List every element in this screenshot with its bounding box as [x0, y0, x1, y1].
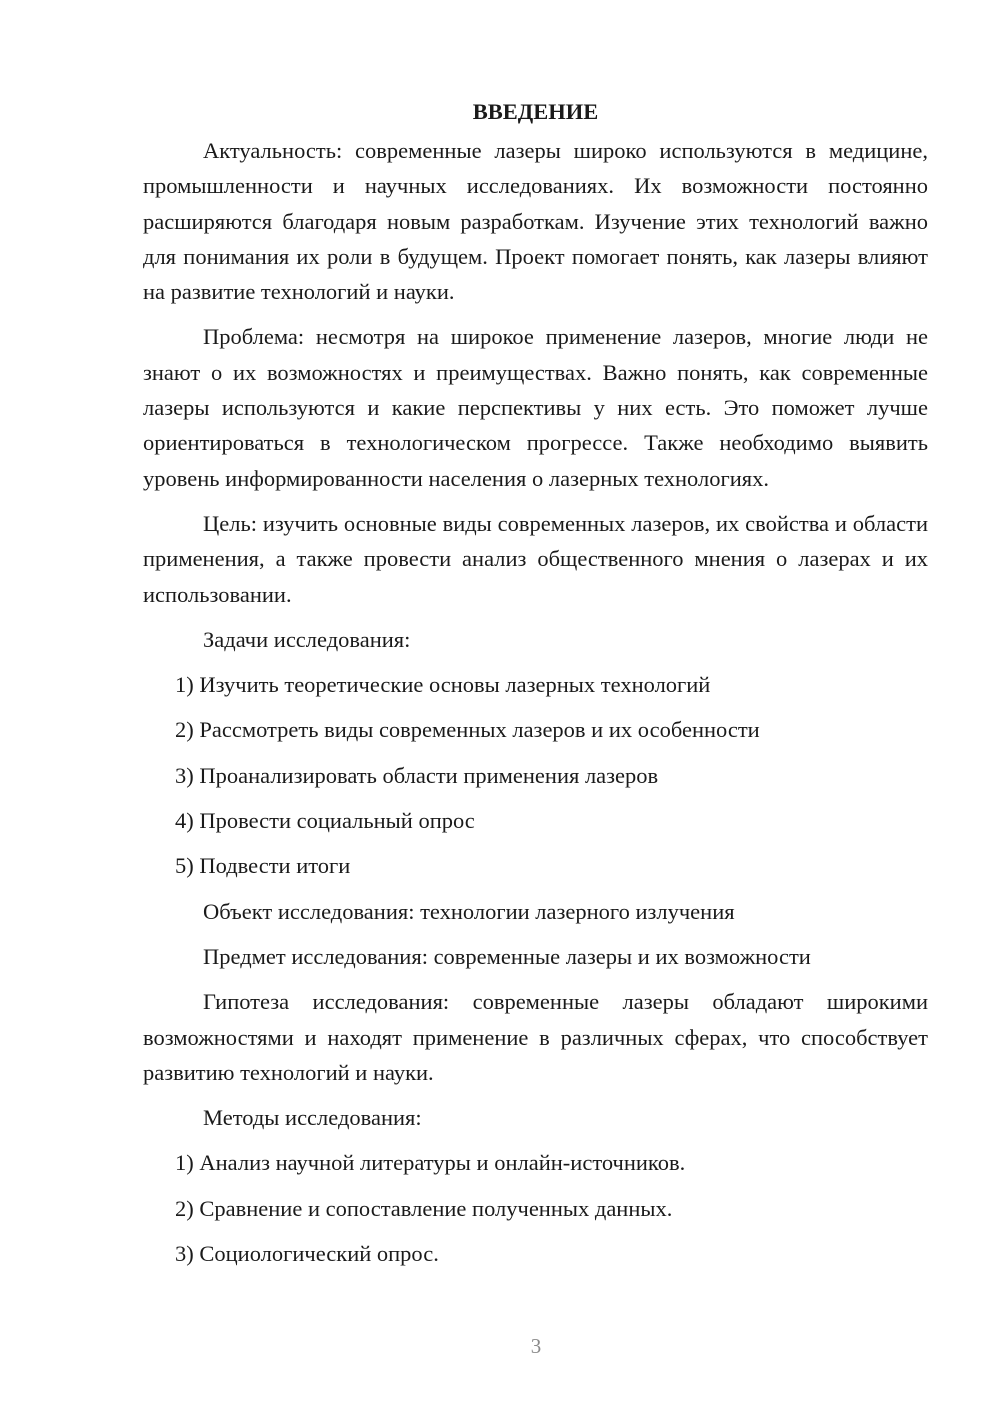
method-item: 3) Социологический опрос.: [175, 1241, 439, 1267]
method-item: 1) Анализ научной литературы и онлайн-источников.: [175, 1150, 686, 1176]
page-title: ВВЕДЕНИЕ: [472, 99, 599, 124]
task-item: 1) Изучить теоретические основы лазерных технологий: [175, 672, 711, 698]
subject-line: Предмет исследования: современные лазеры и их возможности: [203, 943, 811, 969]
relevance-paragraph: Актуальность: современные лазеры широко используются в медицине, промышленности и научных исследованиях. Их возможности постоянно расширяются благодаря новым разработкам. Изучение этих технологий важно для понимания их роли в будущем. Проект помогает понять, как лазеры влияют на развитие технологий и науки.: [143, 138, 928, 305]
task-item: 3) Проанализировать области применения лазеров: [175, 762, 659, 788]
page-number: 3: [530, 1334, 542, 1358]
goal-paragraph: Цель: изучить основные виды современных лазеров, их свойства и области применения, а также провести анализ общественного мнения о лазерах и их использовании.: [143, 510, 928, 607]
method-item: 2) Сравнение и сопоставление полученных данных.: [175, 1195, 673, 1221]
problem-paragraph: Проблема: несмотря на широкое применение лазеров, многие люди не знают о их возможностях и преимуществах. Важно понять, как современные лазеры используются и какие перспективы у них есть. Это поможет лучше ориентироваться в технологическом прогрессе. Также необходимо выявить уровень информированности населения о лазерных технологиях.: [143, 324, 928, 491]
task-item: 5) Подвести итоги: [175, 853, 351, 879]
object-line: Объект исследования: технологии лазерного излучения: [203, 898, 735, 924]
page-content: [143, 96, 928, 1281]
task-item: 4) Провести социальный опрос: [175, 808, 475, 834]
task-item: 2) Рассмотреть виды современных лазеров и их особенности: [175, 717, 760, 743]
methods-heading: Методы исследования:: [203, 1105, 422, 1131]
hypothesis-paragraph: Гипотеза исследования: современные лазеры обладают широкими возможностями и находят применение в различных сферах, что способствует развитию технологий и науки.: [143, 989, 928, 1085]
tasks-heading: Задачи исследования:: [203, 626, 411, 652]
